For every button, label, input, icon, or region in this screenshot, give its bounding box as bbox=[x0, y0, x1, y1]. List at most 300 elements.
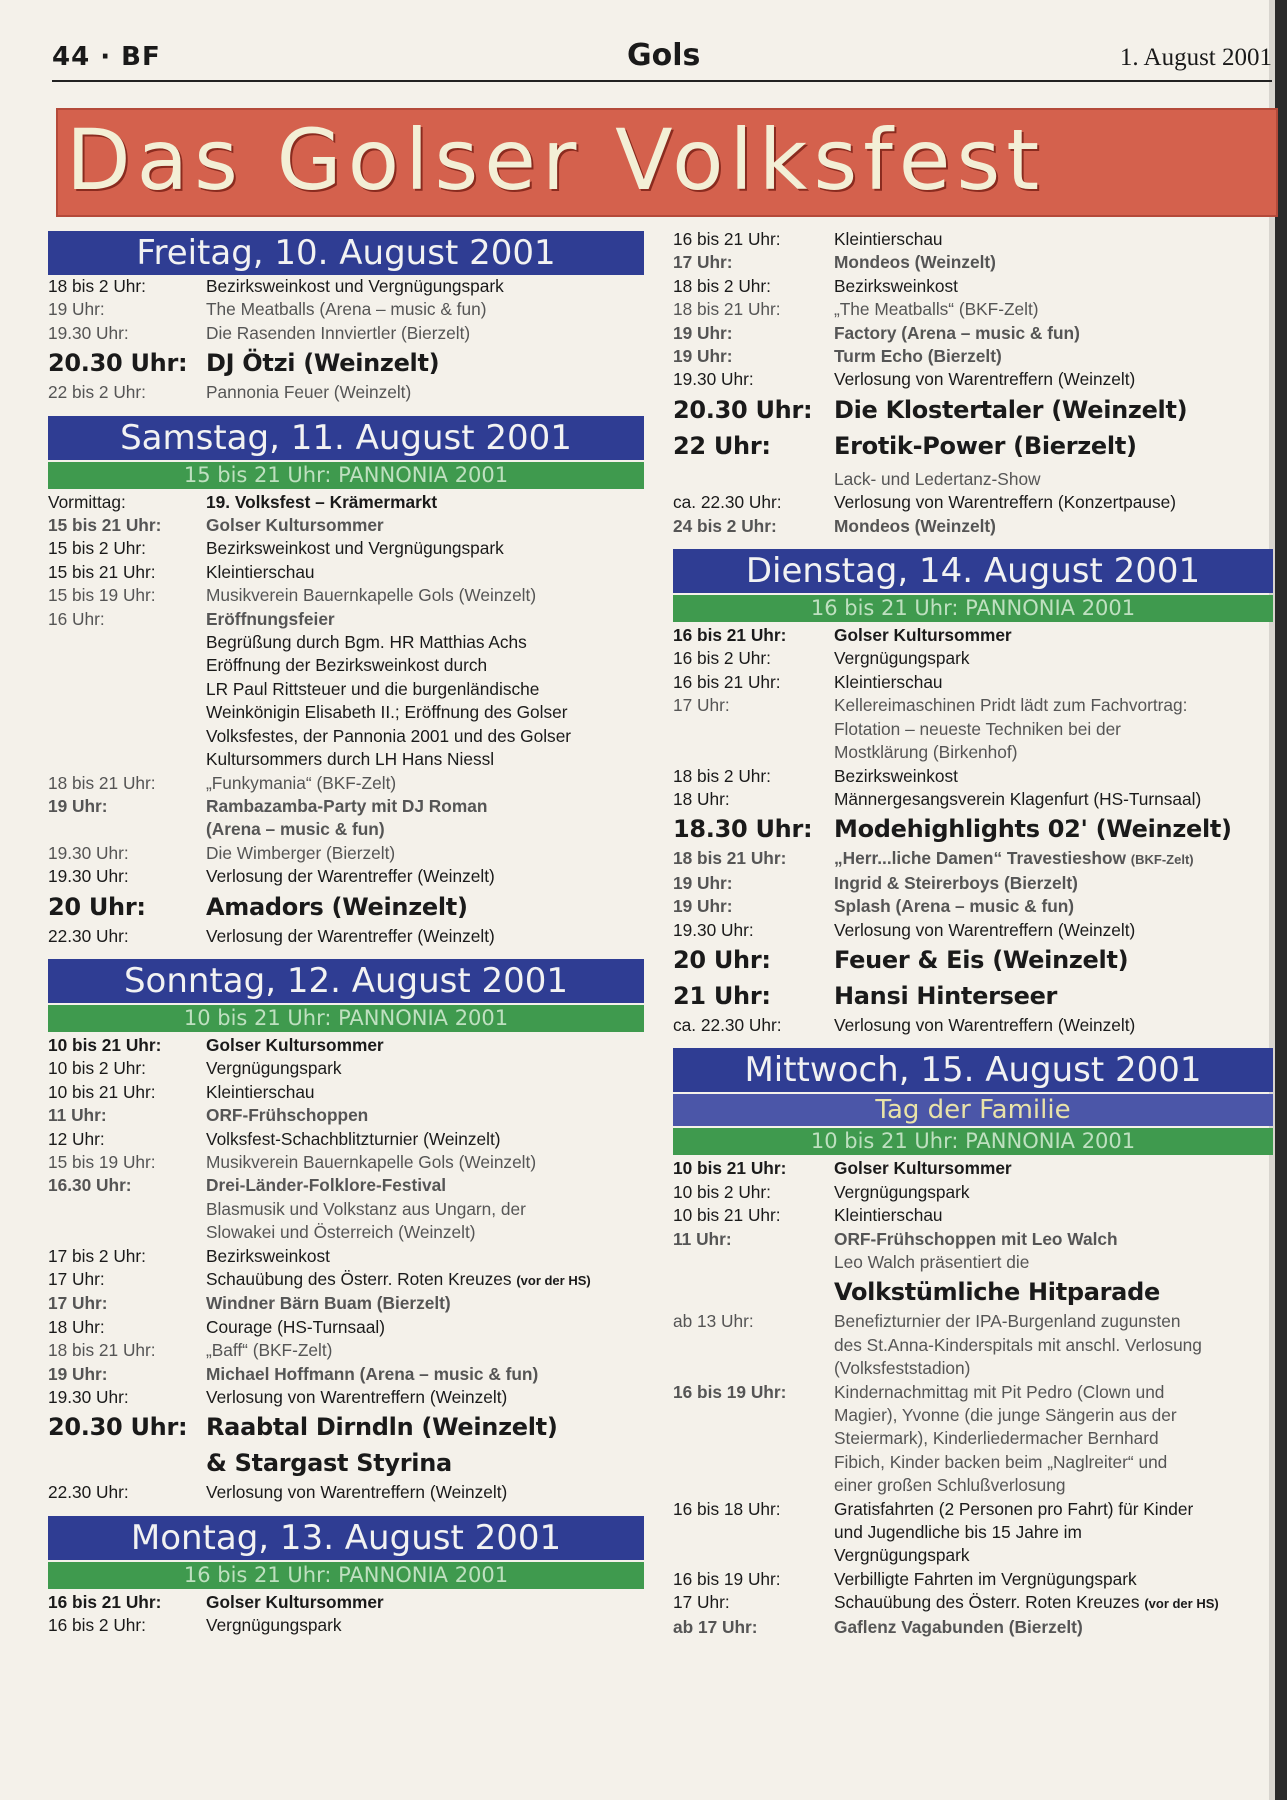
table-row bbox=[48, 1363, 644, 1386]
event-cell: Bezirksweinkost bbox=[834, 275, 958, 296]
event-cell: Raabtal Dirndln (Weinzelt) bbox=[206, 1413, 558, 1442]
time-cell: 15 bis 21 Uhr: bbox=[48, 515, 162, 536]
time-cell: 19.30 Uhr: bbox=[673, 369, 754, 390]
table-row bbox=[673, 872, 1273, 895]
table-row bbox=[673, 298, 1273, 321]
event-cell: Bezirksweinkost und Vergnügungspark bbox=[206, 276, 504, 296]
event-cell: Musikverein Bauernkapelle Gols (Weinzelt) bbox=[206, 585, 537, 606]
table-row bbox=[673, 1591, 1273, 1615]
time-cell: 17 Uhr: bbox=[48, 1293, 108, 1314]
table-row bbox=[48, 1081, 644, 1104]
table-row bbox=[48, 1245, 644, 1268]
table-row bbox=[673, 1014, 1273, 1037]
time-cell bbox=[48, 1445, 206, 1481]
location-note: (vor der HS) bbox=[1144, 1596, 1219, 1612]
table-row bbox=[673, 345, 1273, 368]
event-cell: Leo Walch präsentiert die bbox=[834, 1251, 1030, 1272]
event-cell: Factory (Arena – music & fun) bbox=[834, 322, 1080, 343]
event-cell: Feuer & Eis (Weinzelt) bbox=[834, 945, 1129, 974]
family-day-bar: Tag der Familie bbox=[673, 1094, 1273, 1126]
location-note: (BKF-Zelt) bbox=[1130, 852, 1194, 868]
right-column bbox=[673, 228, 1273, 1639]
event-cell: ORF-Frühschoppen mit Leo Walch bbox=[834, 1228, 1118, 1249]
table-row bbox=[48, 1221, 644, 1244]
event-cell: Kleintierschau bbox=[834, 229, 943, 249]
page-edge bbox=[1275, 0, 1287, 1800]
time-cell: 20.30 Uhr: bbox=[48, 1413, 188, 1442]
time-cell: 16 bis 21 Uhr: bbox=[673, 671, 781, 692]
table-row bbox=[673, 275, 1273, 298]
table-row bbox=[673, 1404, 1273, 1427]
section-title: Gols bbox=[627, 38, 701, 73]
time-cell: 11 Uhr: bbox=[673, 1228, 732, 1249]
time-cell: 19.30 Uhr: bbox=[48, 322, 129, 343]
time-cell: 18 bis 21 Uhr: bbox=[48, 1340, 156, 1361]
event-cell: Die Klostertaler (Weinzelt) bbox=[834, 395, 1188, 424]
schedule-sunday bbox=[48, 1034, 644, 1505]
table-row bbox=[48, 298, 644, 321]
table-row bbox=[673, 468, 1273, 491]
day-header-saturday: Samstag, 11. August 2001 bbox=[48, 416, 644, 460]
time-cell bbox=[673, 1451, 834, 1474]
time-cell: 17 Uhr: bbox=[673, 695, 730, 716]
time-cell: 20 Uhr: bbox=[673, 945, 771, 974]
time-cell: 22.30 Uhr: bbox=[48, 925, 129, 946]
event-cell: The Meatballs (Arena – music & fun) bbox=[206, 299, 487, 320]
table-row bbox=[673, 1474, 1273, 1497]
event-cell: „Funkymania“ (BKF-Zelt) bbox=[206, 772, 397, 793]
event-cell: DJ Ötzi (Weinzelt) bbox=[206, 349, 440, 378]
event-cell: Volksfestes, der Pannonia 2001 und des Golser bbox=[206, 725, 572, 746]
event-cell: Flotation – neueste Techniken bei der bbox=[834, 718, 1121, 739]
time-cell bbox=[673, 1357, 834, 1380]
event-cell: Vergnügungspark bbox=[834, 648, 970, 669]
table-row bbox=[673, 1521, 1273, 1544]
table-row bbox=[48, 1104, 644, 1127]
time-cell: 18 bis 21 Uhr: bbox=[673, 299, 781, 320]
time-cell: 18 bis 21 Uhr: bbox=[48, 772, 156, 793]
table-row bbox=[673, 251, 1273, 274]
issue-date: 1. August 2001 bbox=[1119, 44, 1272, 71]
table-row bbox=[673, 368, 1273, 391]
time-cell: 18 bis 2 Uhr: bbox=[48, 276, 146, 296]
event-cell: Kellereimaschinen Pridt lädt zum Fachvortrag: bbox=[834, 695, 1188, 716]
time-cell: 16 bis 21 Uhr: bbox=[673, 625, 787, 646]
time-cell bbox=[48, 654, 206, 677]
schedule-saturday bbox=[48, 491, 644, 948]
table-row bbox=[673, 718, 1273, 741]
table-row bbox=[673, 1251, 1273, 1274]
event-cell: Mondeos (Weinzelt) bbox=[834, 252, 996, 273]
time-cell: 11 Uhr: bbox=[48, 1105, 107, 1126]
table-row bbox=[673, 1334, 1273, 1357]
time-cell bbox=[673, 1334, 834, 1357]
table-row-highlight bbox=[673, 392, 1273, 428]
table-row bbox=[673, 1544, 1273, 1567]
schedule-wednesday bbox=[673, 1157, 1273, 1639]
event-cell: einer großen Schlußverlosung bbox=[834, 1475, 1066, 1496]
table-row bbox=[673, 1381, 1273, 1404]
table-row-highlight bbox=[48, 889, 644, 925]
time-cell bbox=[673, 1521, 834, 1544]
table-row bbox=[48, 678, 644, 701]
table-row bbox=[673, 1310, 1273, 1333]
table-row bbox=[48, 381, 644, 404]
event-cell: Die Wimberger (Bierzelt) bbox=[206, 842, 396, 863]
table-row bbox=[48, 1386, 644, 1409]
event-cell: Bezirksweinkost bbox=[834, 765, 958, 786]
time-cell: 19 Uhr: bbox=[673, 872, 733, 893]
event-cell: Verbilligte Fahrten im Vergnügungspark bbox=[834, 1568, 1137, 1589]
pannonia-bar: 10 bis 21 Uhr: PANNONIA 2001 bbox=[673, 1128, 1273, 1155]
time-cell: 16 bis 21 Uhr: bbox=[48, 1591, 162, 1612]
table-row bbox=[48, 772, 644, 795]
event-cell: Courage (HS-Turnsaal) bbox=[206, 1316, 385, 1337]
table-row bbox=[48, 795, 644, 818]
table-row bbox=[48, 1591, 644, 1614]
event-cell: und Jugendliche bis 15 Jahre im bbox=[834, 1522, 1082, 1543]
event-cell: Modehighlights 02' (Weinzelt) bbox=[834, 815, 1232, 844]
time-cell: 19 Uhr: bbox=[48, 299, 105, 320]
event-cell: Kultursommers durch LH Hans Niessl bbox=[206, 749, 495, 770]
time-cell: 19.30 Uhr: bbox=[48, 866, 129, 887]
table-row bbox=[673, 895, 1273, 918]
event-cell: Golser Kultursommer bbox=[206, 1591, 384, 1612]
event-cell: Turm Echo (Bierzelt) bbox=[834, 346, 1002, 367]
event-cell: Lack- und Ledertanz-Show bbox=[834, 468, 1041, 489]
event-cell: (Arena – music & fun) bbox=[206, 819, 385, 840]
event-cell: Golser Kultursommer bbox=[206, 515, 384, 536]
table-row bbox=[48, 1316, 644, 1339]
pannonia-bar: 16 bis 21 Uhr: PANNONIA 2001 bbox=[673, 595, 1273, 622]
time-cell: 21 Uhr: bbox=[673, 981, 771, 1010]
time-cell bbox=[48, 818, 206, 841]
event-cell: des St.Anna-Kinderspitals mit anschl. Verlosung bbox=[834, 1334, 1202, 1355]
time-cell bbox=[48, 631, 206, 654]
time-cell: 10 bis 21 Uhr: bbox=[48, 1034, 162, 1055]
page-header bbox=[52, 38, 1272, 82]
time-cell: 16 bis 2 Uhr: bbox=[48, 1615, 146, 1636]
time-cell bbox=[673, 1544, 834, 1567]
event-cell: Begrüßung durch Bgm. HR Matthias Achs bbox=[206, 632, 527, 653]
table-row bbox=[48, 275, 644, 298]
day-header-friday: Freitag, 10. August 2001 bbox=[48, 231, 644, 275]
time-cell: 10 bis 2 Uhr: bbox=[48, 1058, 146, 1079]
time-cell bbox=[673, 718, 834, 741]
page-number: 44 · BF bbox=[52, 42, 161, 72]
time-cell bbox=[673, 741, 834, 764]
table-row bbox=[48, 865, 644, 888]
table-row bbox=[673, 1181, 1273, 1204]
time-cell: 16 Uhr: bbox=[48, 608, 105, 629]
event-cell: Mostklärung (Birkenhof) bbox=[834, 742, 1018, 763]
event-cell: Hansi Hinterseer bbox=[834, 981, 1058, 1010]
table-row bbox=[673, 228, 1273, 251]
table-row-highlight bbox=[673, 942, 1273, 978]
event-cell: Ingrid & Steirerboys (Bierzelt) bbox=[834, 872, 1078, 893]
event-cell: Weinkönigin Elisabeth II.; Eröffnung des Golser bbox=[206, 702, 568, 723]
event-cell: Bezirksweinkost und Vergnügungspark bbox=[206, 538, 504, 559]
table-row bbox=[673, 847, 1273, 871]
event-cell: Bezirksweinkost bbox=[206, 1245, 330, 1266]
table-row bbox=[48, 1057, 644, 1080]
event-cell: Volkstümliche Hitparade bbox=[834, 1278, 1160, 1307]
left-column bbox=[48, 228, 644, 1638]
table-row bbox=[673, 741, 1273, 764]
event-cell: Verlosung der Warentreffer (Weinzelt) bbox=[206, 925, 495, 946]
event-cell: LR Paul Rittsteuer und die burgenländische bbox=[206, 678, 540, 699]
event-cell: „The Meatballs“ (BKF-Zelt) bbox=[834, 299, 1039, 320]
table-row bbox=[673, 765, 1273, 788]
event-cell: Magier), Yvonne (die junge Sängerin aus der bbox=[834, 1405, 1177, 1425]
table-row bbox=[48, 1614, 644, 1637]
event-cell: Kindernachmittag mit Pit Pedro (Clown und bbox=[834, 1381, 1165, 1402]
table-row-highlight bbox=[48, 345, 644, 381]
event-cell: Vergnügungspark bbox=[834, 1181, 970, 1202]
time-cell: 15 bis 19 Uhr: bbox=[48, 585, 156, 606]
table-row bbox=[48, 561, 644, 584]
time-cell: ab 13 Uhr: bbox=[673, 1311, 754, 1332]
time-cell: 17 Uhr: bbox=[673, 252, 733, 273]
time-cell: 12 Uhr: bbox=[48, 1128, 105, 1149]
time-cell: 19 Uhr: bbox=[673, 896, 733, 917]
event-cell: „Baff“ (BKF-Zelt) bbox=[206, 1340, 333, 1361]
time-cell: 15 bis 19 Uhr: bbox=[48, 1151, 156, 1172]
table-row bbox=[673, 919, 1273, 942]
time-cell bbox=[673, 1474, 834, 1497]
event-cell: Drei-Länder-Folklore-Festival bbox=[206, 1175, 447, 1196]
table-row bbox=[48, 1339, 644, 1362]
time-cell bbox=[48, 701, 206, 724]
time-cell: 10 bis 21 Uhr: bbox=[48, 1081, 156, 1102]
time-cell: 22 bis 2 Uhr: bbox=[48, 382, 146, 403]
time-cell: 19 Uhr: bbox=[48, 1363, 108, 1384]
table-row bbox=[673, 788, 1273, 811]
time-cell: 20 Uhr: bbox=[48, 892, 146, 921]
event-cell: Vergnügungspark bbox=[206, 1615, 342, 1636]
table-row-highlight bbox=[48, 1445, 644, 1481]
time-cell bbox=[673, 1427, 834, 1450]
table-row bbox=[48, 514, 644, 537]
event-cell: Steiermark), Kinderliedermacher Bernhard bbox=[834, 1428, 1159, 1449]
event-cell: Michael Hoffmann (Arena – music & fun) bbox=[206, 1363, 539, 1384]
event-cell: Golser Kultursommer bbox=[834, 1158, 1012, 1179]
table-row bbox=[673, 1498, 1273, 1521]
table-row bbox=[48, 1198, 644, 1221]
event-cell: Männergesangsverein Klagenfurt (HS-Turnsaal) bbox=[834, 788, 1202, 809]
event-cell: Gratisfahrten (2 Personen pro Fahrt) für Kinder bbox=[834, 1498, 1194, 1519]
event-text: Schauübung des Österr. Roten Kreuzes bbox=[206, 1269, 512, 1289]
time-cell: ca. 22.30 Uhr: bbox=[673, 1014, 782, 1035]
event-cell: Blasmusik und Volkstanz aus Ungarn, der bbox=[206, 1198, 526, 1219]
day-header-sunday: Sonntag, 12. August 2001 bbox=[48, 959, 644, 1003]
event-text: „Herr...liche Damen“ Travestieshow bbox=[834, 848, 1126, 869]
event-cell bbox=[834, 847, 1273, 871]
table-row bbox=[673, 1427, 1273, 1450]
table-row bbox=[48, 1268, 644, 1292]
event-cell: Verlosung von Warentreffern (Konzertpause) bbox=[834, 492, 1176, 513]
time-cell bbox=[48, 678, 206, 701]
time-cell: 20.30 Uhr: bbox=[48, 349, 188, 378]
event-cell: (Volksfeststadion) bbox=[834, 1358, 971, 1379]
day-header-wednesday: Mittwoch, 15. August 2001 bbox=[673, 1048, 1273, 1092]
time-cell: 15 bis 21 Uhr: bbox=[48, 561, 156, 582]
pannonia-bar: 16 bis 21 Uhr: PANNONIA 2001 bbox=[48, 1562, 644, 1589]
day-header-tuesday: Dienstag, 14. August 2001 bbox=[673, 549, 1273, 593]
time-cell: 18 bis 21 Uhr: bbox=[673, 848, 787, 869]
time-cell: 16 bis 19 Uhr: bbox=[673, 1381, 787, 1402]
pannonia-bar: 15 bis 21 Uhr: PANNONIA 2001 bbox=[48, 462, 644, 489]
event-cell: Volksfest-Schachblitzturnier (Weinzelt) bbox=[206, 1128, 501, 1149]
table-row bbox=[673, 1616, 1273, 1639]
time-cell bbox=[48, 1198, 206, 1221]
time-cell: 16 bis 21 Uhr: bbox=[673, 229, 781, 249]
time-cell: ca. 22.30 Uhr: bbox=[673, 492, 782, 513]
schedule-friday bbox=[48, 275, 644, 405]
event-cell: Slowakei und Österreich (Weinzelt) bbox=[206, 1222, 476, 1243]
event-cell: 19. Volksfest – Krämermarkt bbox=[206, 491, 438, 512]
table-row bbox=[673, 1157, 1273, 1180]
time-cell: 22 Uhr: bbox=[673, 431, 771, 460]
time-cell: 19 Uhr: bbox=[673, 346, 733, 367]
time-cell: 10 bis 21 Uhr: bbox=[673, 1205, 781, 1226]
schedule-monday bbox=[48, 1591, 644, 1638]
schedule-tuesday bbox=[673, 624, 1273, 1037]
time-cell: 18 Uhr: bbox=[48, 1316, 105, 1337]
event-cell: Golser Kultursommer bbox=[834, 625, 1012, 646]
time-cell bbox=[673, 468, 834, 491]
table-row bbox=[673, 491, 1273, 514]
pannonia-bar: 10 bis 21 Uhr: PANNONIA 2001 bbox=[48, 1005, 644, 1032]
schedule-monday-continued bbox=[673, 228, 1273, 538]
table-row bbox=[673, 515, 1273, 538]
time-cell: ab 17 Uhr: bbox=[673, 1616, 758, 1637]
table-row-highlight bbox=[673, 428, 1273, 464]
time-cell: 24 bis 2 Uhr: bbox=[673, 515, 777, 536]
day-header-monday: Montag, 13. August 2001 bbox=[48, 1516, 644, 1560]
event-cell: Benefizturnier der IPA-Burgenland zugunsten bbox=[834, 1311, 1181, 1332]
table-row bbox=[48, 654, 644, 677]
table-row bbox=[48, 491, 644, 514]
time-cell: 19.30 Uhr: bbox=[48, 1387, 129, 1408]
table-row-highlight bbox=[673, 978, 1273, 1014]
table-row bbox=[48, 1292, 644, 1315]
event-cell: Kleintierschau bbox=[834, 671, 943, 692]
time-cell: 18 Uhr: bbox=[673, 788, 730, 809]
table-row bbox=[48, 1174, 644, 1197]
time-cell bbox=[673, 1274, 834, 1310]
event-cell: Verlosung von Warentreffern (Weinzelt) bbox=[834, 369, 1136, 390]
event-cell: Golser Kultursommer bbox=[206, 1034, 384, 1055]
time-cell: 16 bis 2 Uhr: bbox=[673, 648, 771, 669]
table-row-highlight bbox=[48, 1409, 644, 1445]
event-cell: Windner Bärn Buam (Bierzelt) bbox=[206, 1293, 451, 1314]
table-row bbox=[673, 1228, 1273, 1251]
time-cell bbox=[48, 1221, 206, 1244]
time-cell: 17 Uhr: bbox=[48, 1269, 105, 1289]
table-row bbox=[48, 1151, 644, 1174]
table-row bbox=[48, 748, 644, 771]
time-cell: 17 bis 2 Uhr: bbox=[48, 1245, 146, 1266]
table-row bbox=[48, 1481, 644, 1504]
table-row bbox=[673, 647, 1273, 670]
event-text: Schauübung des Österr. Roten Kreuzes bbox=[834, 1592, 1140, 1613]
event-cell: Fibich, Kinder backen beim „Naglreiter“ und bbox=[834, 1451, 1168, 1472]
table-row bbox=[48, 701, 644, 724]
time-cell: Vormittag: bbox=[48, 491, 126, 512]
event-cell: Vergnügungspark bbox=[834, 1545, 970, 1566]
table-row bbox=[673, 671, 1273, 694]
table-row bbox=[673, 1451, 1273, 1474]
table-row-highlight bbox=[673, 1274, 1273, 1310]
table-row bbox=[673, 1357, 1273, 1380]
time-cell: 16.30 Uhr: bbox=[48, 1175, 132, 1196]
table-row bbox=[48, 322, 644, 345]
event-cell: & Stargast Styrina bbox=[206, 1449, 452, 1478]
event-cell bbox=[834, 1591, 1273, 1615]
event-cell: Mondeos (Weinzelt) bbox=[834, 515, 996, 536]
event-cell: Gaflenz Vagabunden (Bierzelt) bbox=[834, 1616, 1083, 1637]
event-cell: Verlosung von Warentreffern (Weinzelt) bbox=[834, 919, 1136, 940]
table-row-highlight bbox=[673, 811, 1273, 847]
event-cell: Rambazamba-Party mit DJ Roman bbox=[206, 795, 488, 816]
table-row bbox=[48, 1128, 644, 1151]
event-cell: Eröffnung der Bezirksweinkost durch bbox=[206, 655, 488, 676]
event-cell: Erotik-Power (Bierzelt) bbox=[834, 431, 1137, 460]
event-cell: Verlosung von Warentreffern (Weinzelt) bbox=[834, 1014, 1136, 1035]
event-cell: Vergnügungspark bbox=[206, 1058, 342, 1079]
event-cell: Splash (Arena – music & fun) bbox=[834, 896, 1075, 917]
table-row bbox=[48, 537, 644, 560]
banner-title: Das Golser Volksfest bbox=[66, 111, 1046, 209]
table-row bbox=[673, 1204, 1273, 1227]
time-cell bbox=[673, 1404, 834, 1427]
event-cell: Verlosung der Warentreffer (Weinzelt) bbox=[206, 866, 495, 887]
time-cell: 18.30 Uhr: bbox=[673, 815, 813, 844]
time-cell bbox=[48, 748, 206, 771]
time-cell: 18 bis 2 Uhr: bbox=[673, 765, 771, 786]
time-cell: 16 bis 18 Uhr: bbox=[673, 1498, 781, 1519]
time-cell: 17 Uhr: bbox=[673, 1592, 730, 1613]
title-banner bbox=[56, 108, 1278, 217]
event-cell: Eröffnungsfeier bbox=[206, 608, 335, 629]
time-cell: 10 bis 2 Uhr: bbox=[673, 1181, 771, 1202]
table-row bbox=[48, 725, 644, 748]
event-cell: Verlosung von Warentreffern (Weinzelt) bbox=[206, 1482, 508, 1503]
table-row bbox=[673, 322, 1273, 345]
event-cell: Pannonia Feuer (Weinzelt) bbox=[206, 382, 412, 403]
event-cell: Amadors (Weinzelt) bbox=[206, 892, 468, 921]
event-cell: Verlosung von Warentreffern (Weinzelt) bbox=[206, 1387, 508, 1408]
time-cell: 19.30 Uhr: bbox=[48, 842, 129, 863]
table-row bbox=[48, 584, 644, 607]
time-cell: 20.30 Uhr: bbox=[673, 395, 813, 424]
time-cell: 19.30 Uhr: bbox=[673, 919, 754, 940]
table-row bbox=[48, 925, 644, 948]
event-cell: Die Rasenden Innviertler (Bierzelt) bbox=[206, 322, 471, 343]
table-row bbox=[673, 694, 1273, 717]
event-cell bbox=[206, 1268, 644, 1292]
event-cell: Kleintierschau bbox=[834, 1205, 943, 1226]
time-cell: 22.30 Uhr: bbox=[48, 1482, 129, 1503]
table-row bbox=[673, 1568, 1273, 1591]
location-note: (vor der HS) bbox=[516, 1273, 591, 1288]
time-cell: 16 bis 19 Uhr: bbox=[673, 1568, 781, 1589]
table-row bbox=[673, 624, 1273, 647]
table-row bbox=[48, 1034, 644, 1057]
time-cell: 19 Uhr: bbox=[48, 795, 108, 816]
time-cell: 15 bis 2 Uhr: bbox=[48, 538, 146, 559]
